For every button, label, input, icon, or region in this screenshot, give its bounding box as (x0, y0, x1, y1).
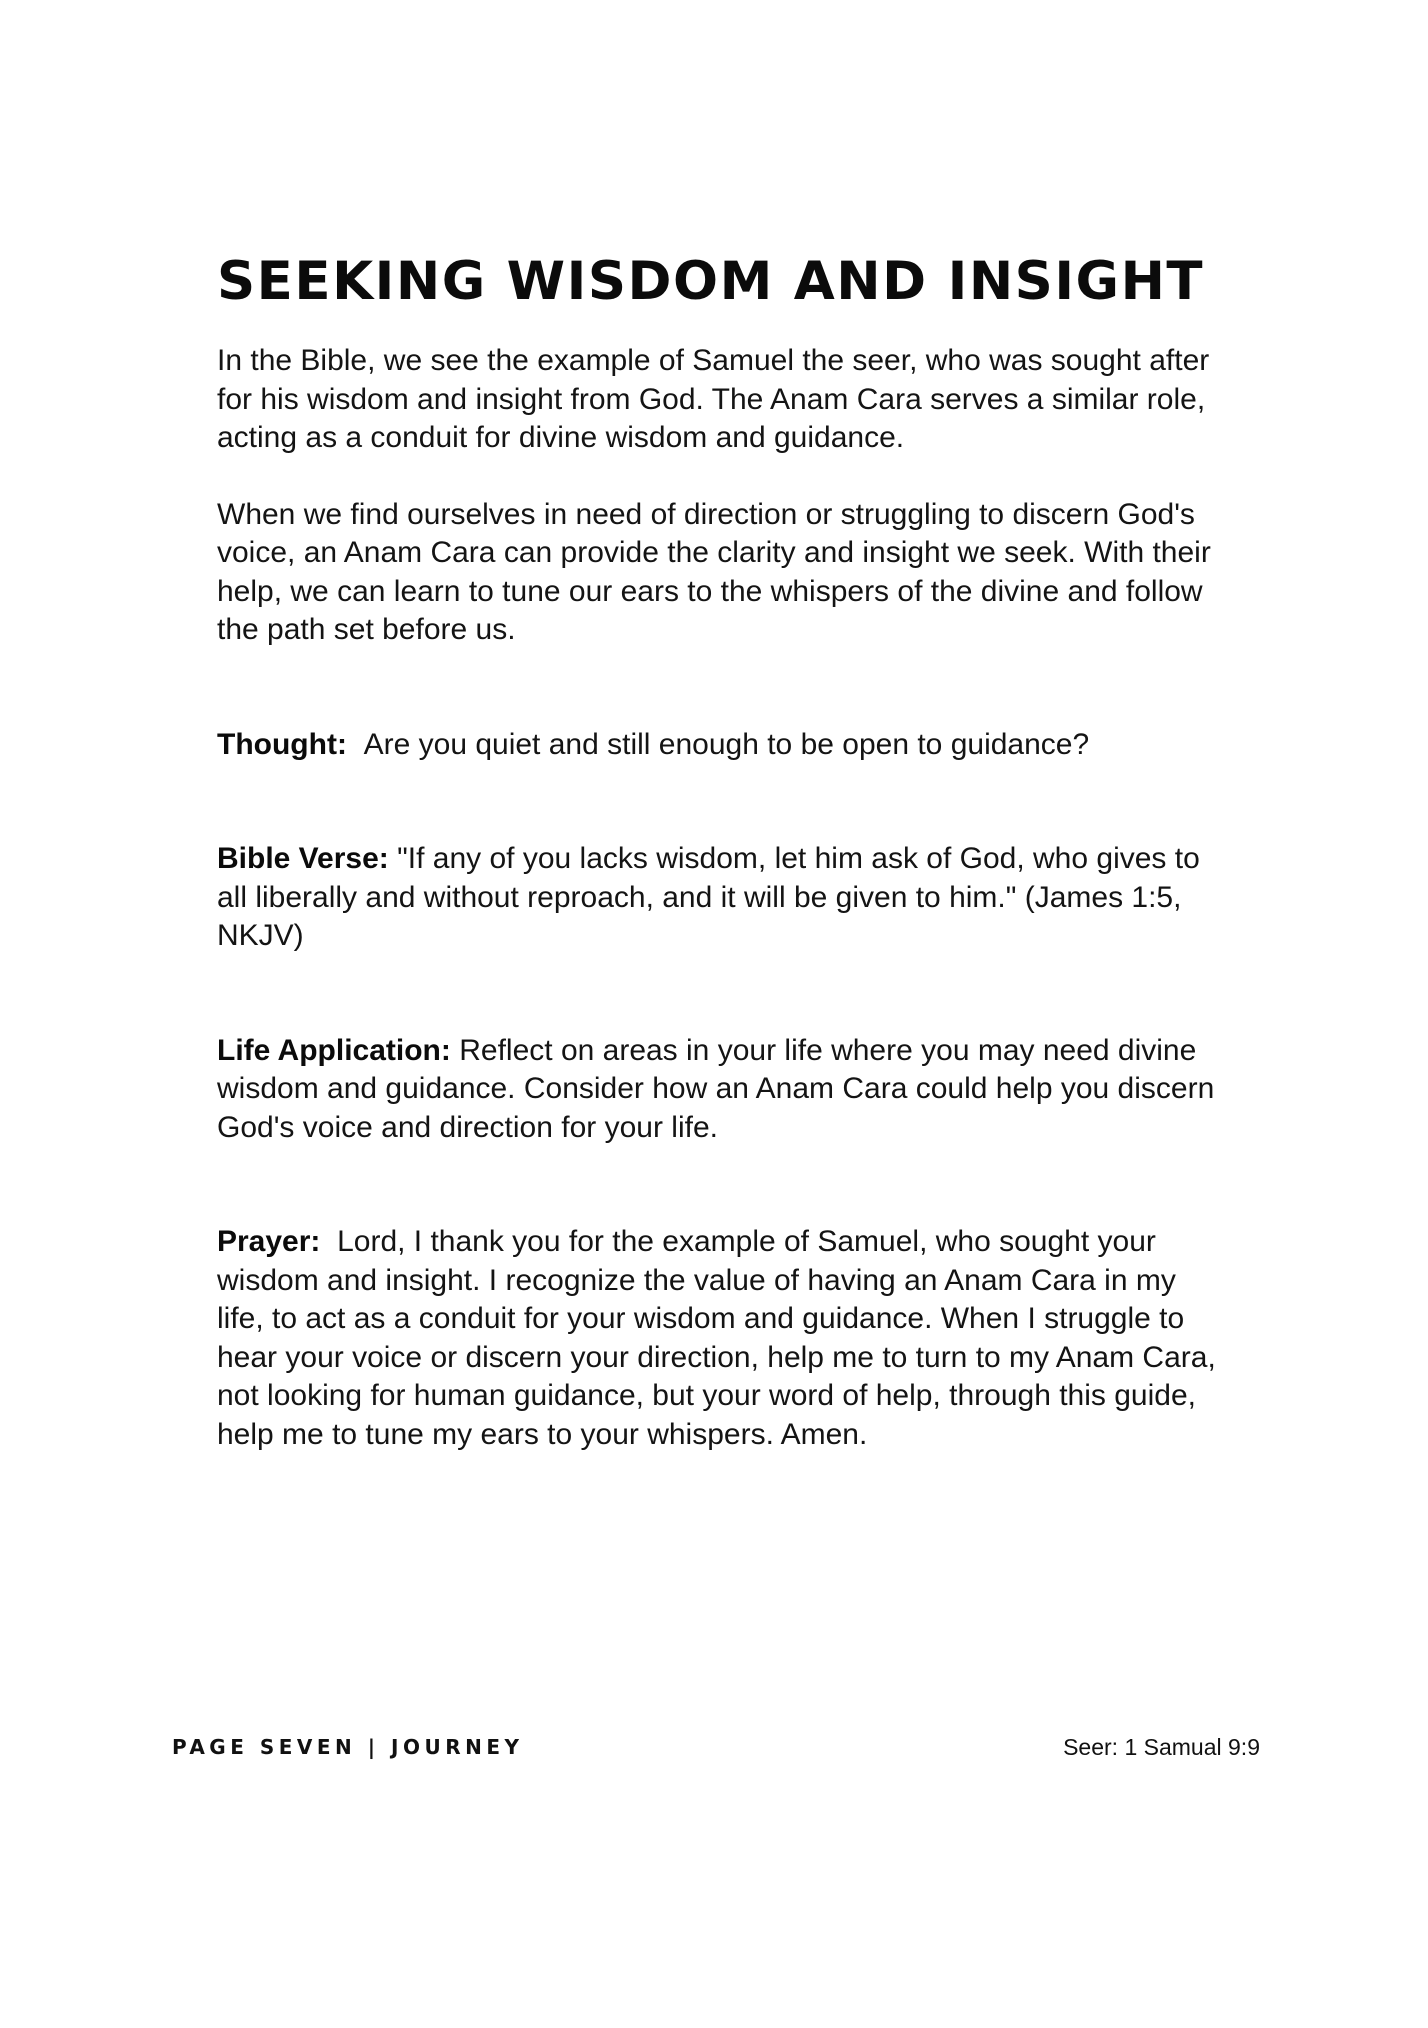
life-application-section (217, 1032, 1227, 1148)
spacer (217, 956, 1227, 1032)
bible-verse-section (217, 840, 1227, 956)
thought-label: Thought: (217, 727, 347, 761)
spacer (217, 1147, 1227, 1223)
prayer-label: Prayer: (217, 1225, 321, 1258)
intro-paragraph-1: In the Bible, we see the example of Samuel the seer, who was sought after for his wisdom and insight from God. The Anam Cara serves a similar role, acting as a conduit for divine wisdom and guidance. (217, 344, 1210, 454)
footer-page-label: PAGE SEVEN | JOURNEY (172, 1735, 524, 1759)
page-content (217, 250, 1227, 1454)
prayer-text: Lord, I thank you for the example of Samuel, who sought your wisdom and insight. I recognize the value of having an Anam Cara in my life, to act as a conduit for your wisdom and guidance. When I struggle to hear your voice or discern your direction, help me to turn to my Anam Cara, not looking for human guidance, but your word of help, through this guide, help me to tune my ears to your whispers. Amen. (217, 1225, 1216, 1451)
life-application-label: Life Application: (217, 1033, 451, 1067)
bible-verse-text: "If any of you lacks wisdom, let him ask of God, who gives to all liberally and without reproach, and it will be given to him." (James 1:5, NKJV) (217, 842, 1200, 952)
spacer (217, 764, 1227, 840)
life-application-text: Reflect on areas in your life where you may need divine wisdom and guidance. Consider how an Anam Cara could help you discern God's voice and direction for your life. (217, 1033, 1215, 1144)
prayer-section (217, 1223, 1227, 1454)
spacer (217, 650, 1227, 726)
page-title: SEEKING WISDOM AND INSIGHT (217, 251, 1205, 312)
intro-paragraph-2: When we find ourselves in need of direction or struggling to discern God's voice, an Anam Cara can provide the clarity and insight we seek. With their help, we can learn to tune our ears to the whispers of the divine and follow the path set before us. (217, 497, 1211, 646)
footer-reference: Seer: 1 Samual 9:9 (1063, 1734, 1260, 1760)
spacer (217, 458, 1227, 496)
bible-verse-label: Bible Verse: (217, 842, 389, 875)
thought-text: Are you quiet and still enough to be open to guidance? (363, 727, 1090, 761)
thought-section (217, 726, 1227, 765)
